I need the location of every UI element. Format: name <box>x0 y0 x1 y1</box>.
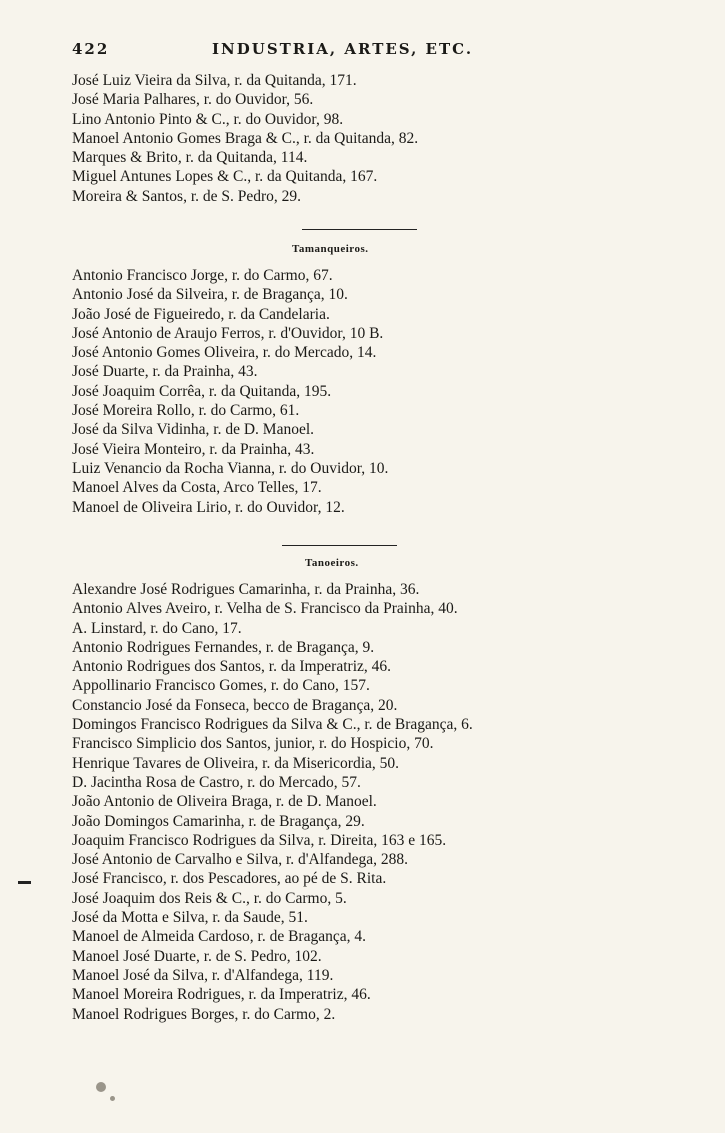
list-item: José Antonio Gomes Oliveira, r. do Mercado, 14. <box>72 344 377 362</box>
list-item: José Maria Palhares, r. do Ouvidor, 56. <box>72 91 314 109</box>
section-list-tamanqueiros <box>72 266 712 517</box>
list-item: João José de Figueiredo, r. da Candelaria. <box>72 305 330 323</box>
section-divider <box>282 545 397 546</box>
list-item: José Antonio de Carvalho e Silva, r. d'Alfandega, 288. <box>72 851 408 869</box>
list-item: José da Motta e Silva, r. da Saude, 51. <box>72 909 308 927</box>
list-item: Moreira & Santos, r. de S. Pedro, 29. <box>72 187 302 205</box>
list-item: José Francisco, r. dos Pescadores, ao pé de S. Rita. <box>72 870 387 888</box>
section-title-tanoeiros: Tanoeiros. <box>305 557 359 569</box>
list-item: João Antonio de Oliveira Braga, r. de D. Manoel. <box>72 793 377 811</box>
list-item: Manoel de Oliveira Lirio, r. do Ouvidor, 12. <box>72 498 345 516</box>
list-item: Joaquim Francisco Rodrigues da Silva, r. Direita, 163 e 165. <box>72 831 447 849</box>
section-divider <box>302 229 417 230</box>
list-item: José Antonio de Araujo Ferros, r. d'Ouvidor, 10 B. <box>72 324 384 342</box>
list-item: Manoel Rodrigues Borges, r. do Carmo, 2. <box>72 1005 336 1023</box>
list-item: A. Linstard, r. do Cano, 17. <box>72 619 242 637</box>
list-item: Marques & Brito, r. da Quitanda, 114. <box>72 149 308 167</box>
list-item: Manoel Alves da Costa, Arco Telles, 17. <box>72 479 322 497</box>
running-header <box>72 40 502 64</box>
list-item: Appollinario Francisco Gomes, r. do Cano, 157. <box>72 677 370 695</box>
list-item: José Duarte, r. da Prainha, 43. <box>72 363 258 381</box>
list-item: D. Jacintha Rosa de Castro, r. do Mercado, 57. <box>72 773 361 791</box>
list-item: Antonio Rodrigues dos Santos, r. da Imperatriz, 46. <box>72 658 391 676</box>
list-item: Manoel de Almeida Cardoso, r. de Bragança, 4. <box>72 928 366 946</box>
continued-entry-list <box>72 71 712 206</box>
section-list-tanoeiros <box>72 580 712 1024</box>
ink-smudge <box>110 1096 115 1101</box>
list-item: Alexandre José Rodrigues Camarinha, r. da Prainha, 36. <box>72 581 420 598</box>
list-item: José Moreira Rollo, r. do Carmo, 61. <box>72 402 300 420</box>
list-item: Antonio José da Silveira, r. de Bragança, 10. <box>72 286 348 304</box>
list-item: Antonio Rodrigues Fernandes, r. de Bragança, 9. <box>72 638 375 656</box>
list-item: Constancio José da Fonseca, becco de Bragança, 20. <box>72 696 398 714</box>
list-item: Domingos Francisco Rodrigues da Silva & C., r. de Bragança, 6. <box>72 716 473 734</box>
list-item: José da Silva Vidinha, r. de D. Manoel. <box>72 421 315 439</box>
list-item: Antonio Francisco Jorge, r. do Carmo, 67. <box>72 267 333 284</box>
list-item: Lino Antonio Pinto & C., r. do Ouvidor, 98. <box>72 110 344 128</box>
list-item: Manoel Antonio Gomes Braga & C., r. da Quitanda, 82. <box>72 129 419 147</box>
list-item: José Luiz Vieira da Silva, r. da Quitanda, 171. <box>72 72 357 89</box>
list-item: Manoel José Duarte, r. de S. Pedro, 102. <box>72 947 322 965</box>
list-item: Manoel Moreira Rodrigues, r. da Imperatriz, 46. <box>72 986 371 1004</box>
page-header-title: INDUSTRIA, ARTES, ETC. <box>212 40 474 58</box>
section-title-tamanqueiros: Tamanqueiros. <box>292 243 369 255</box>
ink-smudge <box>96 1082 106 1092</box>
list-item: Miguel Antunes Lopes & C., r. da Quitanda, 167. <box>72 168 378 186</box>
margin-dash-mark <box>18 881 31 884</box>
list-item: José Joaquim Corrêa, r. da Quitanda, 195. <box>72 382 332 400</box>
list-item: Antonio Alves Aveiro, r. Velha de S. Francisco da Prainha, 40. <box>72 600 458 618</box>
list-item: José Joaquim dos Reis & C., r. do Carmo, 5. <box>72 889 347 907</box>
list-item: Manoel José da Silva, r. d'Alfandega, 119. <box>72 966 334 984</box>
list-item: Francisco Simplicio dos Santos, junior, r. do Hospicio, 70. <box>72 735 434 753</box>
list-item: João Domingos Camarinha, r. de Bragança, 29. <box>72 812 365 830</box>
list-item: Luiz Venancio da Rocha Vianna, r. do Ouvidor, 10. <box>72 459 389 477</box>
page-number: 422 <box>72 40 110 58</box>
list-item: José Vieira Monteiro, r. da Prainha, 43. <box>72 440 315 458</box>
list-item: Henrique Tavares de Oliveira, r. da Misericordia, 50. <box>72 754 400 772</box>
